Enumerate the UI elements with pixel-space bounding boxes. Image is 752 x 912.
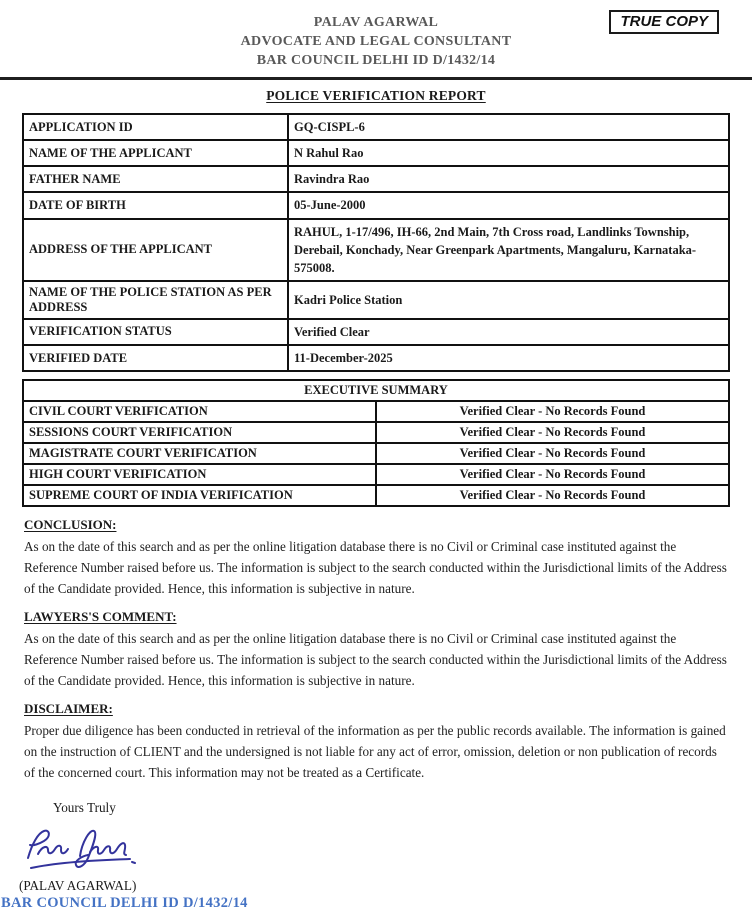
- table-row: [23, 422, 729, 443]
- row-label: HIGH COURT VERIFICATION: [23, 464, 376, 485]
- table-row: [23, 166, 729, 192]
- section-conclusion: [24, 517, 728, 599]
- table-row: [23, 485, 729, 506]
- section-heading: DISCLAIMER:: [24, 701, 113, 717]
- table-row: [23, 319, 729, 345]
- signatory-name: (PALAV AGARWAL): [19, 878, 137, 894]
- row-value: RAHUL, 1-17/496, IH-66, 2nd Main, 7th Cross road, Landlinks Township, Derebail, Konchady, Near Greenpark Apartments, Mangaluru, Karnataka-575008.: [288, 219, 729, 281]
- signatory-bar-id: BAR COUNCIL DELHI ID D/1432/14: [1, 895, 248, 912]
- row-label: NAME OF THE APPLICANT: [23, 140, 288, 166]
- section-body: Proper due diligence has been conducted in retrieval of the information as per the public records available. The information is gained on the instruction of CLIENT and the undersigned is not liable for any act of error, omission, deletion or non publication of records of the concerned court. This information may not be treated as a Certificate.: [24, 723, 726, 781]
- section-heading: CONCLUSION:: [24, 517, 117, 533]
- row-label: MAGISTRATE COURT VERIFICATION: [23, 443, 376, 464]
- row-label: CIVIL COURT VERIFICATION: [23, 401, 376, 422]
- table-row: [23, 192, 729, 218]
- row-value: Verified Clear - No Records Found: [376, 401, 729, 422]
- table-row: [23, 345, 729, 371]
- section-body: As on the date of this search and as per the online litigation database there is no Civil or Criminal case instituted against the Reference Number raised before us. The information is subject to the search conducted within the Jurisdictional limits of the Address of the Candidate provided. Hence, this information is subjective in nature.: [24, 631, 727, 689]
- applicant-details-table: [22, 113, 730, 372]
- row-value: Ravindra Rao: [288, 166, 729, 192]
- row-value: Kadri Police Station: [288, 281, 729, 319]
- header-divider: [0, 77, 752, 80]
- row-label: VERIFICATION STATUS: [23, 319, 288, 345]
- section-heading: LAWYERS'S COMMENT:: [24, 609, 177, 625]
- row-value: Verified Clear - No Records Found: [376, 443, 729, 464]
- salutation: Yours Truly: [53, 800, 116, 816]
- row-label: VERIFIED DATE: [23, 345, 288, 371]
- section-lawyers-comment: [24, 609, 728, 691]
- row-value: Verified Clear - No Records Found: [376, 422, 729, 443]
- executive-summary-title: EXECUTIVE SUMMARY: [23, 380, 729, 401]
- row-label: DATE OF BIRTH: [23, 192, 288, 218]
- row-label: NAME OF THE POLICE STATION AS PER ADDRESS: [23, 281, 288, 319]
- executive-summary-table: [22, 379, 730, 507]
- handwritten-signature-icon: [18, 820, 150, 878]
- row-label: SESSIONS COURT VERIFICATION: [23, 422, 376, 443]
- row-value: N Rahul Rao: [288, 140, 729, 166]
- row-value: 05-June-2000: [288, 192, 729, 218]
- advocate-name: PALAV AGARWAL: [313, 15, 439, 30]
- advocate-designation: ADVOCATE AND LEGAL CONSULTANT: [240, 34, 512, 49]
- table-row: [23, 443, 729, 464]
- row-label: ADDRESS OF THE APPLICANT: [23, 219, 288, 281]
- section-disclaimer: [24, 701, 728, 783]
- table-row: [23, 401, 729, 422]
- row-label: FATHER NAME: [23, 166, 288, 192]
- row-value: Verified Clear: [288, 319, 729, 345]
- table-row: [23, 281, 729, 319]
- advocate-bar-id: BAR COUNCIL DELHI ID D/1432/14: [256, 53, 496, 68]
- table-header-row: [23, 380, 729, 401]
- table-row: [23, 140, 729, 166]
- row-value: GQ-CISPL-6: [288, 114, 729, 140]
- page-title: POLICE VERIFICATION REPORT: [266, 88, 486, 103]
- row-value: Verified Clear - No Records Found: [376, 485, 729, 506]
- true-copy-stamp: TRUE COPY: [609, 10, 719, 34]
- row-value: Verified Clear - No Records Found: [376, 464, 729, 485]
- table-row: [23, 219, 729, 281]
- row-label: SUPREME COURT OF INDIA VERIFICATION: [23, 485, 376, 506]
- text-sections: [24, 517, 728, 783]
- signature-strokes: [28, 831, 135, 868]
- table-row: [23, 464, 729, 485]
- section-body: As on the date of this search and as per the online litigation database there is no Civil or Criminal case instituted against the Reference Number raised before us. The information is subject to the search conducted within the Jurisdictional limits of the Address of the Candidate provided. Hence, this information is subjective in nature.: [24, 539, 727, 597]
- row-label: APPLICATION ID: [23, 114, 288, 140]
- table-row: [23, 114, 729, 140]
- row-value: 11-December-2025: [288, 345, 729, 371]
